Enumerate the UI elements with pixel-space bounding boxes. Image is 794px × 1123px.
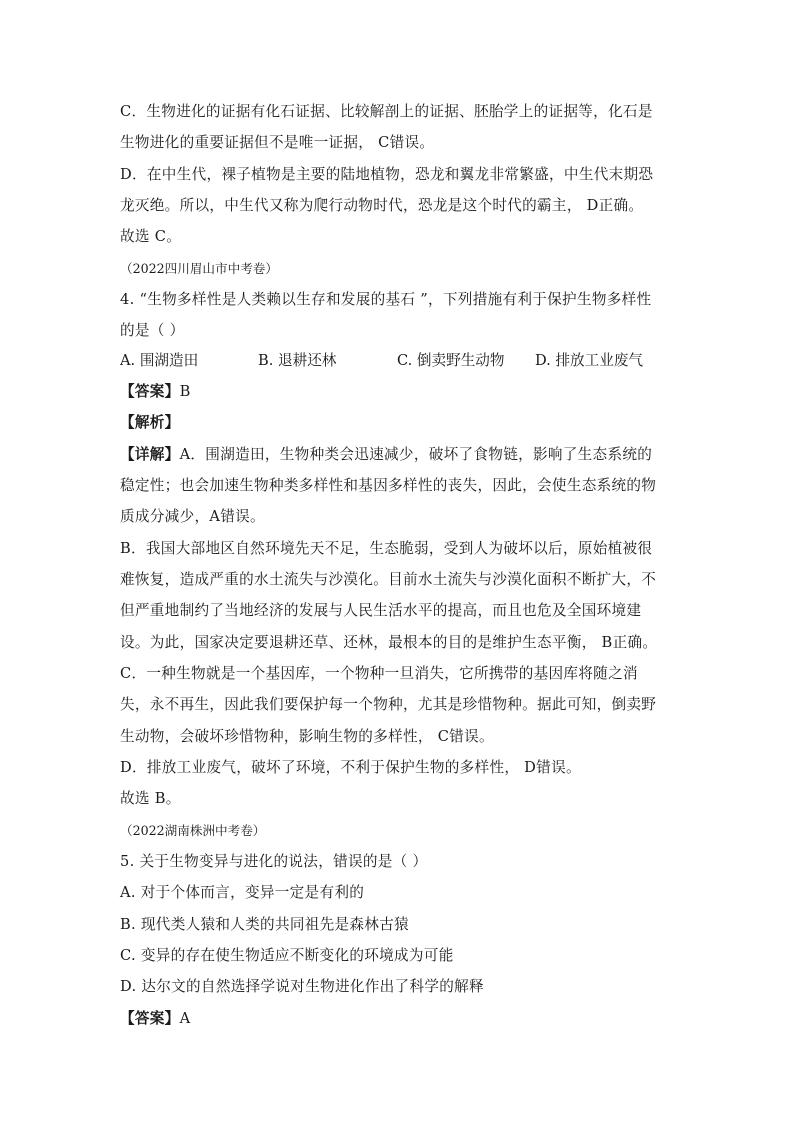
detail-text: A．围湖造田，生物种类会迅速减少，破坏了食物链，影响了生态系统的 — [179, 446, 653, 463]
q4-stem-line-2: 的是（ ） — [120, 322, 185, 339]
answer-tag: 【答案】 — [120, 1010, 180, 1027]
q5-option-a: A. 对于个体而言，变异一定是有利的 — [120, 884, 365, 901]
q4-option-d: D. 排放工业废气 — [535, 352, 644, 369]
q5-stem: 5. 关于生物变异与进化的说法，错误的是（ ） — [120, 853, 428, 870]
q4-detail-line-11: D．排放工业废气，破坏了环境，不利于保护生物的多样性， D错误。 — [120, 759, 581, 776]
q5-option-d: D. 达尔文的自然选择学说对生物进化作出了科学的解释 — [120, 978, 484, 995]
q4-option-a: A. 围湖造田 — [120, 352, 199, 369]
source-q4: （2022四川眉山市中考卷） — [120, 261, 278, 276]
answer-value: A — [179, 1010, 191, 1027]
q5-option-c: C. 变异的存在使生物适应不断变化的环境成为可能 — [120, 947, 454, 964]
q4-analysis-tag: 【解析】 — [120, 414, 180, 431]
q4-detail-line-3: 质成分减少，A错误。 — [120, 508, 265, 525]
q4-detail-line-1 — [120, 445, 652, 465]
q5-answer — [120, 1009, 190, 1029]
q4-stem-line-1: 4. “生物多样性是人类赖以生存和发展的基石 ”，下列措施有利于保护生物多样性 — [120, 291, 652, 308]
answer-value: B — [179, 383, 191, 400]
q4-detail-line-5: 难恢复，造成严重的水土流失与沙漠化。目前水土流失与沙漠化面积不断扩大，不 — [120, 571, 657, 588]
q5-option-b: B. 现代类人猿和人类的共同祖先是森林古猿 — [120, 916, 409, 933]
q4-option-b: B. 退耕还林 — [258, 352, 337, 369]
q4-detail-line-10: 生动物，会破坏珍惜物种，影响生物的多样性， C错误。 — [120, 728, 494, 745]
q4-answer — [120, 382, 191, 402]
explanation-c-line-1: C．生物进化的证据有化石证据、比较解剖上的证据、胚胎学上的证据等，化石是 — [120, 103, 653, 120]
source-q5: （2022湖南株洲中考卷） — [120, 823, 266, 838]
q4-detail-line-7: 设。为此，国家决定要退耕还草、还林，最根本的目的是维护生态平衡， B正确。 — [120, 634, 658, 651]
explanation-c-line-2: 生物进化的重要证据但不是唯一证据， C错误。 — [120, 134, 435, 151]
explanation-d-line-2: 龙灭绝。所以，中生代又称为爬行动物时代，恐龙是这个时代的霸主， D正确。 — [120, 197, 644, 214]
q4-detail-line-9: 失，永不再生，因此我们要保护每一个物种，尤其是珍惜物种。据此可知，倒卖野 — [120, 696, 657, 713]
q4-detail-line-4: B．我国大部地区自然环境先天不足，生态脆弱，受到人为破坏以后，原始植被很 — [120, 540, 653, 557]
explanation-d-line-1: D．在中生代，裸子植物是主要的陆地植物，恐龙和翼龙非常繁盛，中生代末期恐 — [120, 166, 654, 183]
choice-line: 故选 C。 — [120, 228, 182, 245]
detail-tag: 【详解】 — [120, 446, 180, 463]
q4-choice-line: 故选 B。 — [120, 790, 181, 807]
q4-detail-line-8: C．一种生物就是一个基因库，一个物种一旦消失，它所携带的基因库将随之消 — [120, 665, 638, 682]
q4-options — [120, 351, 680, 371]
q4-option-c: C. 倒卖野生动物 — [397, 352, 505, 369]
answer-tag: 【答案】 — [120, 383, 180, 400]
q4-detail-line-2: 稳定性；也会加速生物种类多样性和基因多样性的丧失，因此，会使生态系统的物 — [120, 477, 657, 494]
q4-detail-line-6: 但严重地制约了当地经济的发展与人民生活水平的提高，而且也危及全国环境建 — [120, 602, 642, 619]
